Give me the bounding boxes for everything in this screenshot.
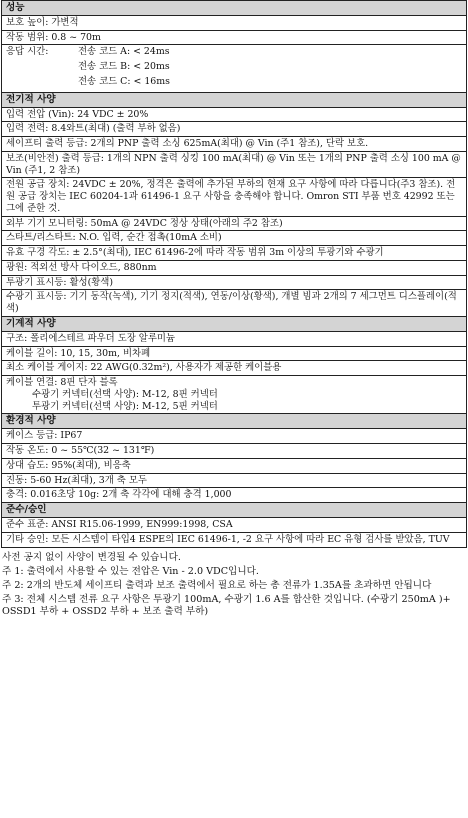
spec-power-supply: 전원 공급 장치: 24VDC ± 20%, 정격은 출력에 추가된 부하의 현재 요구 사항에 따라 다릅니다(주3 참조). 전원 공급 장치는 IEC 60204-1과 61496-1 요구 사항을 충족해야 합니다. Omron STI 부품 번호 42992 또는 그에 준한 것. (2, 178, 467, 216)
response-time-label: 응답 시간: (6, 46, 49, 58)
footnote-3-text: 전체 시스템 전류 요구 사항은 투광기 100mA, 수광기 1.6 A를 합산한 것입니다. (수광기 250mA )+ OSSD1 부하 + OSSD2 부하 + 보조 출력 부하) (2, 593, 451, 617)
spec-relative-humidity: 상대 습도: 95%(최대), 비응축 (2, 458, 467, 473)
spec-compliance-standards: 준수 표준: ANSI R15.06-1999, EN999:1998, CSA (2, 518, 467, 533)
section-header-performance: 성능 (2, 1, 467, 16)
spec-shock: 충격: 0.016초당 10g: 2개 축 각각에 대해 충격 1,000 (2, 488, 467, 503)
spec-input-voltage: 입력 전압 (Vin): 24 VDC ± 20% (2, 107, 467, 122)
receiver-connector-text: 수광기 커넥터(선택 사양): M-12, 8핀 커넥터 (32, 388, 218, 400)
spec-input-power: 입력 전력: 8.4와트(최대) (출력 부하 없음) (2, 122, 467, 137)
spec-operating-range: 작동 범위: 0.8 ~ 70m (2, 30, 467, 45)
spec-start-restart: 스타트/리스타트: N.O. 입력, 순간 접촉(10mA 소비) (2, 231, 467, 246)
cable-connection-text: 케이블 연결: 8핀 단자 블록 (6, 377, 118, 389)
spec-receiver-indicator: 수광기 표시등: 기기 동작(녹색), 기기 정지(적색), 연동/이상(황색), 개별 빔과 2개의 7 세그먼트 디스플레이(적색) (2, 290, 467, 317)
footnote-1-text: 출력에서 사용할 수 있는 전압은 Vin - 2.0 VDC입니다. (26, 565, 259, 577)
section-header-mechanical: 기계적 사양 (2, 316, 467, 331)
spec-safety-output: 세이프티 출력 등급: 2개의 PNP 출력 소싱 625mA(최대) @ Vin (주1 참조), 단락 보호. (2, 137, 467, 152)
footnote-1-label: 주 1: (2, 565, 24, 577)
footnotes (0, 551, 468, 619)
spec-external-device-monitoring: 외부 기기 모니터링: 50mA @ 24VDC 정상 상태(아래의 주2 참조) (2, 216, 467, 231)
spec-enclosure-rating: 케이스 등급: IP67 (2, 429, 467, 444)
response-code-a: 전송 코드 A: < 24ms (78, 46, 170, 58)
spec-operating-temperature: 작동 온도: 0 ~ 55℃(32 ~ 131℉) (2, 444, 467, 459)
spec-construction: 구조: 폴리에스테르 파우더 도장 알루미늄 (2, 331, 467, 346)
spec-cable-length: 케이블 길이: 10, 15, 30m, 비차폐 (2, 346, 467, 361)
spec-other-approvals: 기타 승인: 모든 시스템이 타입4 ESPE의 IEC 61496-1, -2 요구 사항에 따라 EC 유형 검사를 받았음, TUV (2, 532, 467, 547)
spec-response-time (2, 45, 467, 92)
footnote-3 (2, 593, 468, 619)
spec-emitter-indicator: 투광기 표시등: 활성(황색) (2, 275, 467, 290)
spec-protection-height: 보호 높이: 가변적 (2, 15, 467, 30)
specifications-table (1, 0, 467, 548)
footnote-2-label: 주 2: (2, 579, 24, 591)
footnote-2-text: 2개의 반도체 세이프티 출력과 보조 출력에서 필요로 하는 총 전류가 1.35A를 초과하면 안됩니다 (26, 579, 432, 591)
spec-vibration: 진동: 5-60 Hz(최대), 3개 축 모두 (2, 473, 467, 488)
response-code-b: 전송 코드 B: < 20ms (78, 61, 170, 73)
spec-aux-output: 보조(비안전) 출력 등급: 1개의 NPN 출력 싱킹 100 mA(최대) @ Vin 또는 1개의 PNP 출력 소싱 100 mA @ Vin (주1, 2 참조) (2, 151, 467, 178)
footnote-2 (2, 579, 468, 593)
section-header-environmental: 환경적 사양 (2, 414, 467, 429)
footnote-1 (2, 565, 468, 579)
footnote-3-label: 주 3: (2, 593, 24, 605)
spec-light-source: 광원: 적외선 방사 다이오드, 880nm (2, 260, 467, 275)
spec-min-cable-gauge: 최소 케이블 게이지: 22 AWG(0.32m²), 사용자가 제공한 케이블용 (2, 361, 467, 376)
spec-cable-connection (2, 376, 467, 414)
section-header-compliance: 준수/승인 (2, 503, 467, 518)
response-code-c: 전송 코드 C: < 16ms (78, 75, 170, 87)
disclaimer-text: 사전 공지 없이 사양이 변경될 수 있습니다. (2, 551, 181, 563)
section-header-electrical: 전기적 사양 (2, 92, 467, 107)
spec-effective-aperture: 유효 구경 각도: ± 2.5°(최대), IEC 61496-2에 따라 작동 범위 3m 이상의 투광기와 수광기 (2, 246, 467, 261)
emitter-connector-text: 투광기 커넥터(선택 사양): M-12, 5핀 커넥터 (32, 400, 218, 412)
